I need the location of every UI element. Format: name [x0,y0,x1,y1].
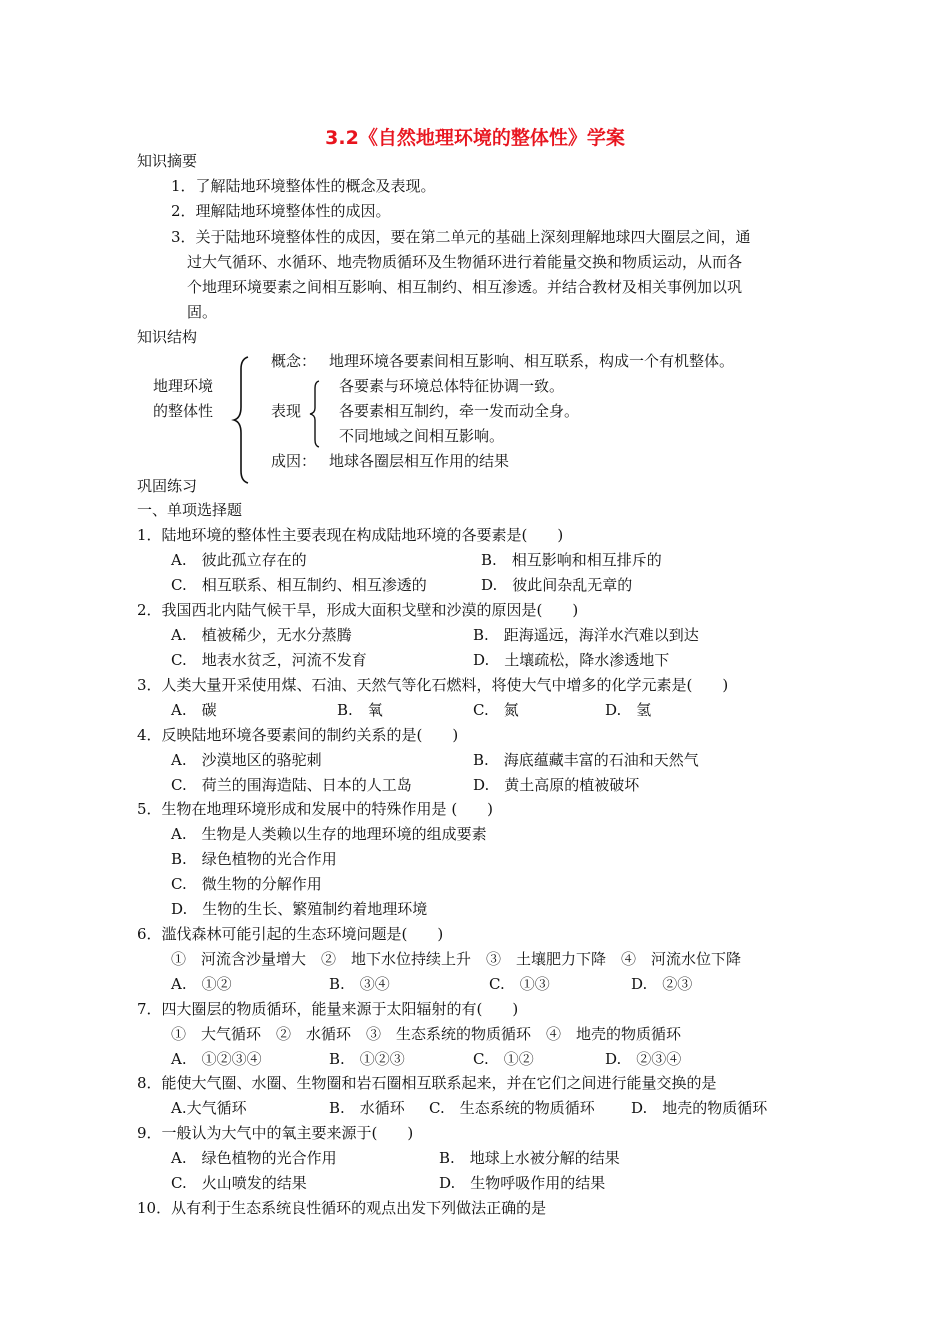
question-stem: 2．我国西北内陆气候干旱，形成大面积戈壁和沙漠的原因是( ) [137,601,579,619]
cause-text: 地球各圈层相互作用的结果 [329,452,510,470]
expression-item: 各要素相互制约，牵一发而动全身。 [339,402,580,420]
question-items: ① 大气循环 ② 水循环 ③ 生态系统的物质循环 ④ 地壳的物质循环 [171,1025,682,1043]
option-b: B. 水循环 [329,1099,405,1117]
expression-label: 表现 [271,402,302,420]
option-c: C. ①③ [489,975,550,993]
option-a: A. ①②③④ [171,1050,262,1068]
summary-item-continued: 过大气循环、水循环、地壳物质循环及生物循环进行着能量交换和物质运动，从而各 [187,253,743,271]
option-a: A. 沙漠地区的骆驼刺 [171,751,322,769]
summary-item-continued: 个地理环境要素之间相互影响、相互制约、相互渗透。并结合教材及相关事例加以巩 [187,278,743,296]
expression-item: 不同地域之间相互影响。 [339,427,505,445]
structure-heading: 知识结构 [137,328,198,346]
expression-item: 各要素与环境总体特征协调一致。 [339,377,565,395]
option-b: B. 相互影响和相互排斥的 [481,551,662,569]
practice-heading: 巩固练习 [137,477,198,495]
option-b: B. ③④ [329,975,390,993]
big-brace [232,355,252,485]
option-c: C. 火山喷发的结果 [171,1174,307,1192]
option-c: C. ①② [473,1050,534,1068]
option-c: C. 氮 [473,701,519,719]
option-c: C. 地表水贫乏，河流不发育 [171,651,367,669]
option-d: D. ②③④ [605,1050,682,1068]
cause-label: 成因： [271,452,317,470]
concept-text: 地理环境各要素间相互影响、相互联系，构成一个有机整体。 [329,352,735,370]
question-stem: 3．人类大量开采使用煤、石油、天然气等化石燃料，将使大气中增多的化学元素是( ) [137,676,729,694]
option-d: D. 土壤疏松，降水渗透地下 [473,651,670,669]
option-b: B. 氧 [337,701,383,719]
option-a: A. 碳 [171,701,217,719]
option-d: D. 地壳的物质循环 [631,1099,768,1117]
question-stem: 6．滥伐森林可能引起的生态环境问题是( ) [137,925,444,943]
question-items: ① 河流含沙量增大 ② 地下水位持续上升 ③ 土壤肥力下降 ④ 河流水位下降 [171,950,742,968]
option-d: D. 氢 [605,701,652,719]
option-b: B. 绿色植物的光合作用 [171,850,337,868]
option-b: B. 地球上水被分解的结果 [439,1149,620,1167]
option-c: C. 荷兰的围海造陆、日本的人工岛 [171,776,412,794]
option-d: D. 生物的生长、繁殖制约着地理环境 [171,900,428,918]
question-stem: 10．从有利于生态系统良性循环的观点出发下列做法正确的是 [137,1199,547,1217]
option-a: A. 彼此孤立存在的 [171,551,307,569]
option-b: B. ①②③ [329,1050,405,1068]
concept-label: 概念： [271,352,317,370]
summary-item: 3．关于陆地环境整体性的成因，要在第二单元的基础上深刻理解地球四大圈层之间，通 [171,228,751,246]
question-stem: 4．反映陆地环境各要素间的制约关系的是( ) [137,726,459,744]
question-stem: 9．一般认为大气中的氧主要来源于( ) [137,1124,414,1142]
option-b: B. 海底蕴藏丰富的石油和天然气 [473,751,699,769]
summary-heading: 知识摘要 [137,152,198,170]
option-d: D. 生物呼吸作用的结果 [439,1174,606,1192]
option-c: C. 微生物的分解作用 [171,875,322,893]
option-a: A. 植被稀少，无水分蒸腾 [171,626,352,644]
small-brace [308,380,322,448]
section-heading: 一、单项选择题 [137,501,243,519]
summary-item-continued: 固。 [187,303,218,321]
question-stem: 1．陆地环境的整体性主要表现在构成陆地环境的各要素是( ) [137,526,564,544]
option-a: A.大气循环 [171,1099,247,1117]
summary-item: 2．理解陆地环境整体性的成因。 [171,202,391,220]
question-stem: 7．四大圈层的物质循环，能量来源于太阳辐射的有( ) [137,1000,519,1018]
option-a: A. 生物是人类赖以生存的地理环境的组成要素 [171,825,487,843]
option-d: D. ②③ [631,975,693,993]
option-c: C. 生态系统的物质循环 [429,1099,595,1117]
question-stem: 5．生物在地理环境形成和发展中的特殊作用是 ( ) [137,800,494,818]
structure-root-line2: 的整体性 [153,402,214,420]
option-d: D. 彼此间杂乱无章的 [481,576,633,594]
option-a: A. 绿色植物的光合作用 [171,1149,337,1167]
option-d: D. 黄土高原的植被破坏 [473,776,640,794]
summary-item: 1．了解陆地环境整体性的概念及表现。 [171,177,436,195]
document-title: 3.2《自然地理环境的整体性》学案 [325,127,625,149]
option-a: A. ①② [171,975,232,993]
option-c: C. 相互联系、相互制约、相互渗透的 [171,576,427,594]
structure-root-line1: 地理环境 [153,377,214,395]
question-stem: 8．能使大气圈、水圈、生物圈和岩石圈相互联系起来，并在它们之间进行能量交换的是 [137,1074,717,1092]
option-b: B. 距海遥远，海洋水汽难以到达 [473,626,699,644]
